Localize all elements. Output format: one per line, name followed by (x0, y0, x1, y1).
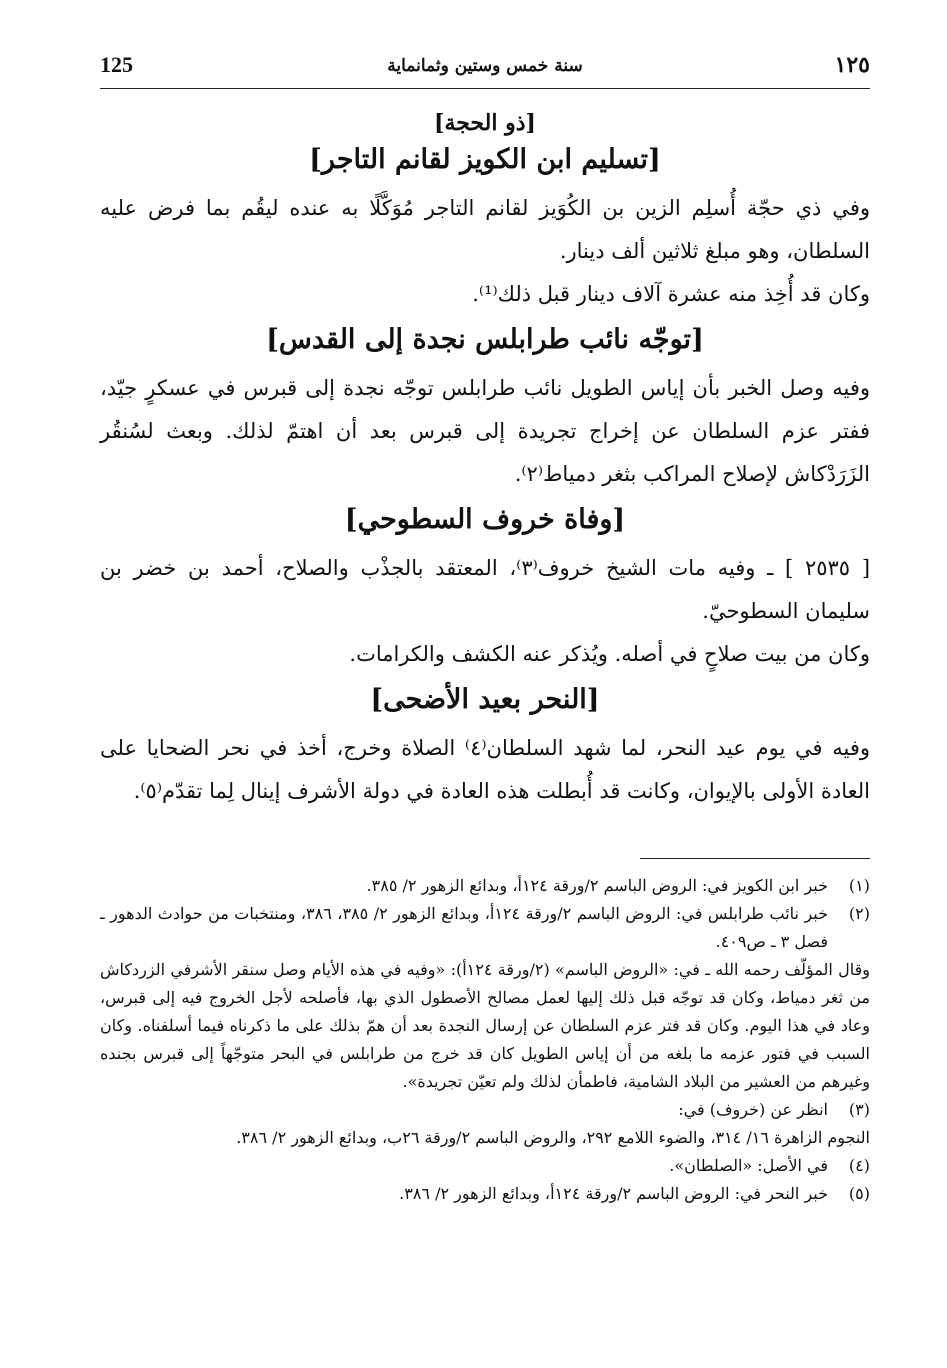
footnote (100, 1096, 870, 1124)
footnote-text: انظر عن (خروف) في: (678, 1100, 828, 1119)
section-heading: [النحر بعيد الأضحى] (370, 684, 600, 716)
footnote-text: خبر نائب طرابلس في: الروض الباسم ٢/ورقة ١٢٤أ، وبدائع الزهور ٢/ ٣٨٥، ٣٨٦، ومنتخبات من حوادث الدهور ـ فصل ٣ ـ ص٤٠٩. (100, 904, 829, 951)
page-number-latin: 125 (100, 52, 133, 77)
page-header (100, 52, 870, 86)
footnote-text: في الأصل: «الصلطان». (669, 1156, 828, 1175)
month-heading: [ذو الحجة] (434, 110, 536, 136)
footnote-number: (١) (848, 876, 870, 895)
section-heading: [وفاة خروف السطوحي] (344, 504, 626, 536)
section-heading: [تسليم ابن الكويز لقانم التاجر] (309, 144, 661, 175)
footnotes (100, 872, 870, 1208)
footnote (100, 900, 870, 956)
page-number-arabic: ١٢٥ (834, 52, 870, 78)
paragraph: وفيه في يوم عيد النحر، لما شهد السلطان⁽٤⁾ الصلاة وخرج، أخذ في نحر الضحايا على العادة الأولى بالإيوان، وكانت قد أُبطلت هذه العادة في دولة الأشرف إينال لِما تقدّم⁽٥⁾. (100, 736, 871, 804)
footnote-number: (٥) (848, 1184, 870, 1203)
paragraph: وكان قد أُخِذ منه عشرة آلاف دينار قبل ذلك⁽¹⁾. (472, 282, 870, 307)
footnote-number: (٣) (848, 1100, 870, 1119)
section-heading: [توجّه نائب طرابلس نجدة إلى القدس] (266, 324, 704, 356)
header-rule (100, 88, 870, 89)
paragraph: [ ٢٥٣٥ ] ـ وفيه مات الشيخ خروف⁽٣⁾، المعتقد بالجذْب والصلاح، أحمد بن خضر بن سليمان السطوحيّ. (100, 556, 871, 624)
footnote-number: (٢) (848, 904, 870, 923)
footnote-text: خبر ابن الكويز في: الروض الباسم ٢/ورقة ١٢٤أ، وبدائع الزهور ٢/ ٣٨٥. (366, 876, 828, 895)
footnote-text: خبر النحر في: الروض الباسم ٢/ورقة ١٢٤أ، وبدائع الزهور ٢/ ٣٨٦. (399, 1184, 828, 1203)
footnote-continuation: النجوم الزاهرة ١٦/ ٣١٤، والضوء اللامع ٢٩٢، والروض الباسم ٢/ورقة ٢٦ب، وبدائع الزهور ٢/ ٣٨٦. (236, 1128, 870, 1147)
paragraph: وكان من بيت صلاحٍ في أصله. ويُذكر عنه الكشف والكرامات. (349, 642, 870, 667)
paragraph: وفي ذي حجّة أُسلِم الزين بن الكُوَيز لقانم التاجر مُوَكَّلًا به عنده ليقُم بما فرض عليه السلطان، وهو مبلغ ثلاثين ألف دينار. (100, 196, 870, 264)
running-title: سنة خمس وستين وثمانماية (387, 56, 583, 76)
main-text (100, 108, 870, 813)
footnote-separator (640, 858, 870, 859)
paragraph: وفيه وصل الخبر بأن إياس الطويل نائب طرابلس توجّه نجدة إلى قبرس في عسكرٍ جيّد، ففتر عزم السلطان عن إخراج تجريدة إلى قبرس بعد أن اهتمّ لذلك. وبعث لسُنقُر الزَرَدْكاش لإصلاح المراكب بثغر دمياط⁽٢⁾. (100, 376, 870, 487)
footnote-number: (٤) (848, 1156, 870, 1175)
footnote (100, 872, 870, 900)
footnote (100, 1180, 870, 1208)
footnote-continuation: وقال المؤلّف رحمه الله ـ في: «الروض الباسم» (٢/ورقة ١٢٤أ): «وفيه في هذه الأيام وصل سنقر الأشرفي الزردكاش من ثغر دمياط، وكان قد توجّه قبل ذلك إليها لعمل مصالح الأصطول الذي بها، فأصلحه لأجل الخروج فيه إلى قبرس، وعاد في هذا اليوم. وكان قد فتر عزم السلطان عن إرسال النجدة بعد أن همّ بذلك على ما ذكرناه فيما أسلفناه. وكان السبب في فتور عزمه ما بلغه من أن إياس الطويل كان قد خرج من طرابلس في البحر متوجّهاً إلى قبرس بجنده وغيرهم من العشير من البلاد الشامية، فاطمأن لذلك ولم تعيّن تجريدة». (100, 960, 871, 1091)
footnote (100, 1152, 870, 1180)
